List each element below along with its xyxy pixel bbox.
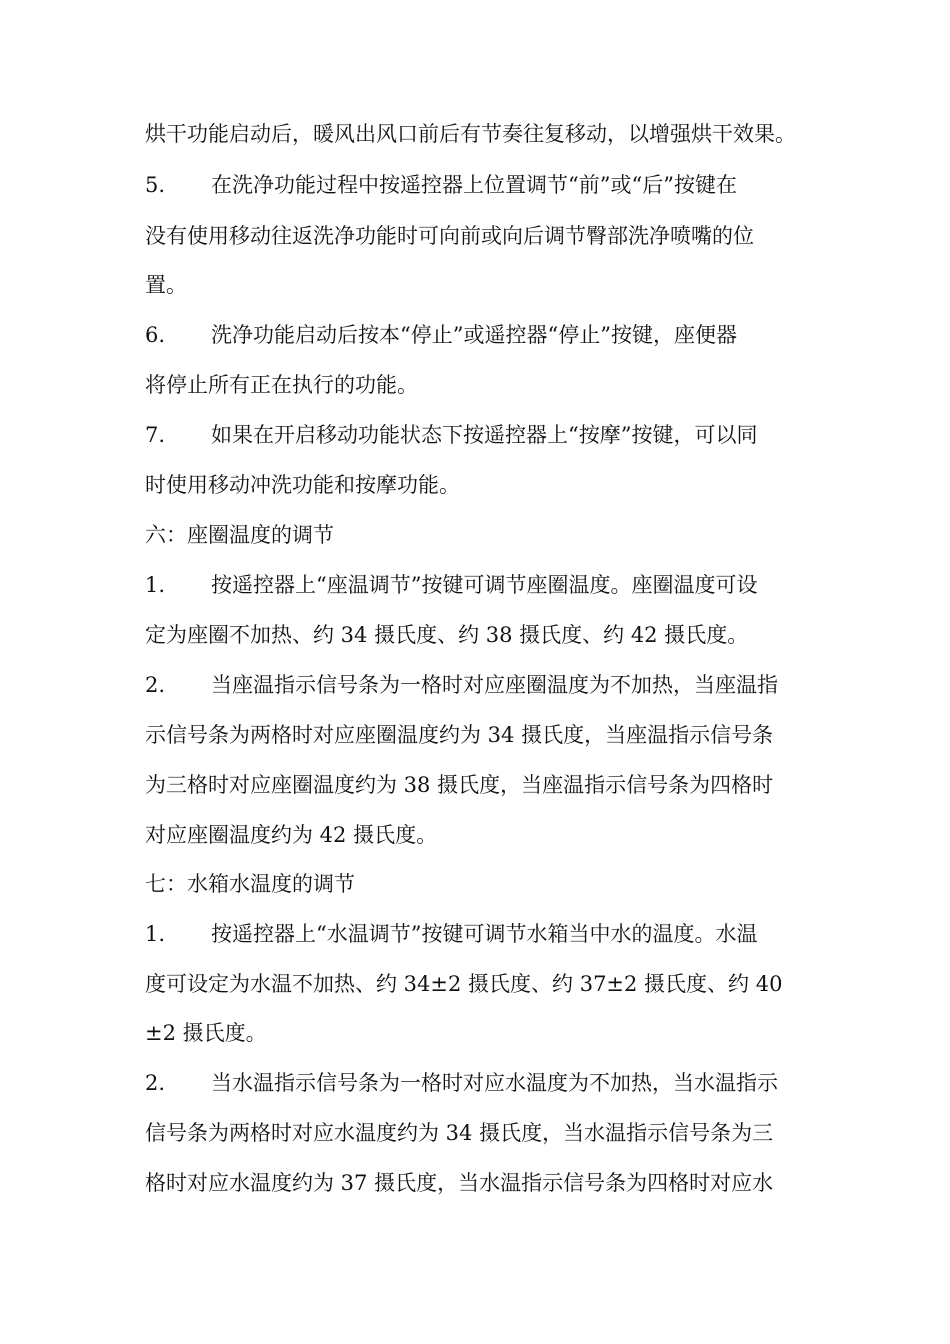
line-text: ±2 摄氏度。 [145, 1021, 267, 1045]
item-number: 7. [145, 423, 166, 447]
line-text: 时使用移动冲洗功能和按摩功能。 [145, 473, 460, 497]
text-line [145, 1168, 815, 1198]
line-text: 按遥控器上“水温调节”按键可调节水箱当中水的温度。水温 [211, 922, 758, 946]
text-line [145, 370, 815, 400]
heading-text: 六：座圈温度的调节 [145, 523, 334, 547]
heading-text: 七：水箱水温度的调节 [145, 872, 355, 896]
item-number: 1. [145, 573, 166, 597]
text-line [145, 119, 815, 149]
text-line [145, 969, 815, 999]
text-line [145, 270, 815, 300]
line-text: 没有使用移动往返洗净功能时可向前或向后调节臀部洗净喷嘴的位 [145, 224, 754, 248]
text-line [145, 919, 815, 949]
line-text: 信号条为两格时对应水温度约为 34 摄氏度，当水温指示信号条为三 [145, 1121, 774, 1145]
text-line [145, 470, 815, 500]
text-line [145, 1118, 815, 1148]
line-text: 在洗净功能过程中按遥控器上位置调节“前”或“后”按键在 [211, 173, 737, 197]
section-heading [145, 520, 815, 550]
text-line [145, 620, 815, 650]
line-text: 烘干功能启动后，暖风出风口前后有节奏往复移动，以增强烘干效果。 [145, 122, 796, 146]
line-text: 当水温指示信号条为一格时对应水温度为不加热，当水温指示 [211, 1071, 778, 1095]
text-line [145, 1018, 815, 1048]
text-line [145, 1068, 815, 1098]
line-text: 为三格时对应座圈温度约为 38 摄氏度，当座温指示信号条为四格时 [145, 773, 774, 797]
line-text: 当座温指示信号条为一格时对应座圈温度为不加热，当座温指 [211, 673, 778, 697]
line-text: 将停止所有正在执行的功能。 [145, 373, 418, 397]
line-text: 置。 [145, 273, 187, 297]
text-line [145, 420, 815, 450]
item-number: 6. [145, 323, 166, 347]
line-text: 如果在开启移动功能状态下按遥控器上“按摩”按键，可以同 [211, 423, 758, 447]
text-line [145, 820, 815, 850]
section-heading [145, 869, 815, 899]
line-text: 示信号条为两格时对应座圈温度约为 34 摄氏度，当座温指示信号条 [145, 723, 774, 747]
text-line [145, 320, 815, 350]
text-line [145, 170, 815, 200]
item-number: 2. [145, 673, 166, 697]
text-line [145, 770, 815, 800]
text-line [145, 670, 815, 700]
line-text: 度可设定为水温不加热、约 34±2 摄氏度、约 37±2 摄氏度、约 40 [145, 972, 783, 996]
line-text: 洗净功能启动后按本“停止”或遥控器“停止”按键，座便器 [211, 323, 737, 347]
line-text: 格时对应水温度约为 37 摄氏度，当水温指示信号条为四格时对应水 [145, 1171, 774, 1195]
line-text: 定为座圈不加热、约 34 摄氏度、约 38 摄氏度、约 42 摄氏度。 [145, 623, 749, 647]
text-line [145, 221, 815, 251]
item-number: 2. [145, 1071, 166, 1095]
item-number: 5. [145, 173, 166, 197]
line-text: 按遥控器上“座温调节”按键可调节座圈温度。座圈温度可设 [211, 573, 758, 597]
item-number: 1. [145, 922, 166, 946]
line-text: 对应座圈温度约为 42 摄氏度。 [145, 823, 438, 847]
text-line [145, 720, 815, 750]
text-line [145, 570, 815, 600]
